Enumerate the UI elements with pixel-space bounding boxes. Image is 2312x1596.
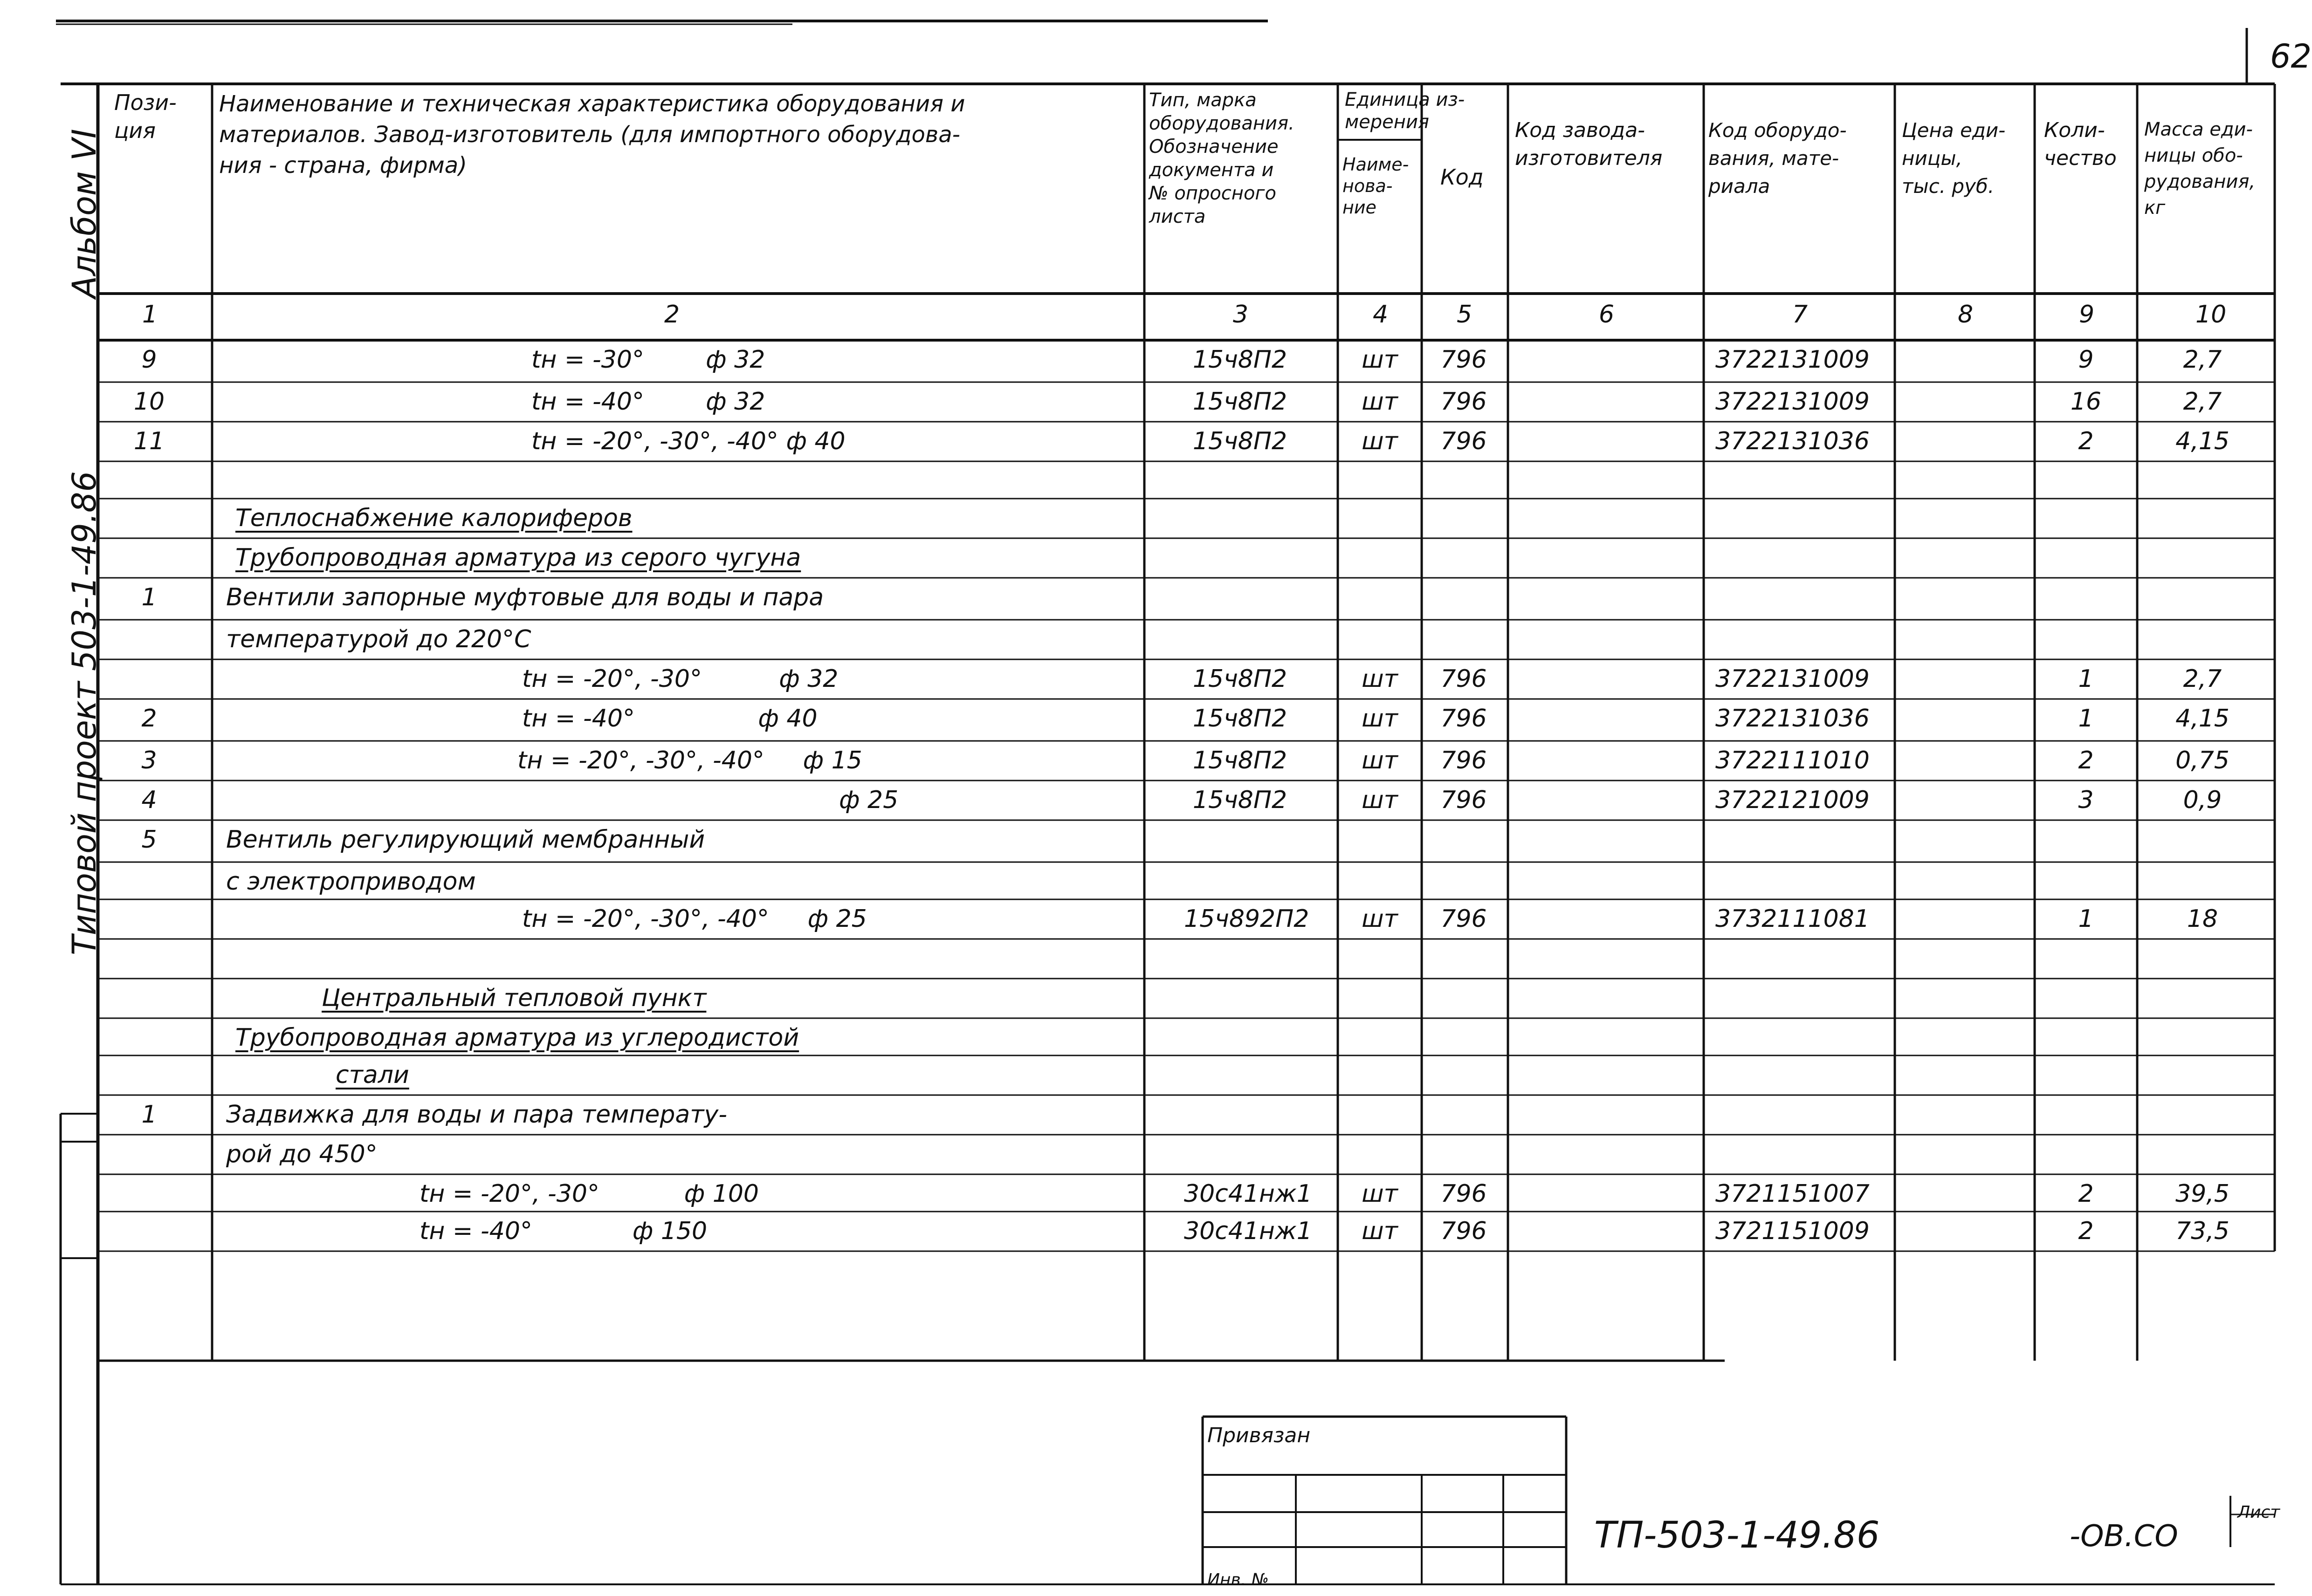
row-mass: 39,5 — [2175, 1180, 2229, 1208]
row-equip: 3722131036 — [1715, 705, 1870, 733]
header-unit: Единица из- мерения — [1345, 89, 1465, 133]
row-mass: 4,15 — [2175, 427, 2229, 455]
row-name: tн = -40° ф 32 — [531, 388, 765, 416]
row-name: ф 25 — [839, 786, 899, 814]
row-name: tн = -40° ф 150 — [420, 1217, 708, 1245]
row-unit: шт — [1362, 905, 1398, 933]
row-name: Теплоснабжение калориферов — [235, 504, 633, 532]
row-pos: 3 — [141, 747, 157, 774]
stamp-privyazan: Привязан — [1207, 1424, 1311, 1447]
row-mass: 0,75 — [2175, 747, 2229, 774]
row-pos: 1 — [141, 583, 157, 611]
row-code: 796 — [1440, 427, 1487, 455]
row-qty: 1 — [2078, 905, 2094, 933]
row-qty: 2 — [2078, 427, 2094, 455]
row-pos: 10 — [133, 388, 165, 416]
header-price: Цена еди- ницы, тыс. руб. — [1902, 119, 2006, 198]
row-equip: 3722111010 — [1715, 747, 1870, 774]
row-name: tн = -40° ф 40 — [522, 705, 818, 733]
page-number: 62 — [2270, 37, 2312, 75]
row-mass: 2,7 — [2183, 388, 2222, 416]
drawing-designation: ТП-503-1-49.86 — [1594, 1514, 1880, 1556]
header-mass: Масса еди- ницы обо- рудования, кг — [2144, 119, 2256, 219]
project-type: Типовой проект — [65, 681, 103, 955]
header-quantity: Коли- чество — [2044, 118, 2117, 170]
row-code: 796 — [1440, 905, 1487, 933]
row-name: tн = -30° ф 32 — [531, 346, 765, 374]
row-type: 15ч8П2 — [1192, 747, 1287, 774]
row-name: Трубопроводная арматура из углеродистой — [235, 1024, 799, 1052]
header-factory-code: Код завода- изготовителя — [1515, 118, 1663, 170]
row-pos: 1 — [141, 1101, 157, 1129]
row-code: 796 — [1440, 388, 1487, 416]
header-unit-name: Наиме- нова- ние — [1342, 154, 1409, 218]
row-pos: 4 — [141, 786, 157, 814]
row-qty: 3 — [2078, 786, 2094, 814]
row-code: 796 — [1440, 665, 1487, 693]
sheet-label: Лист — [2237, 1503, 2280, 1522]
stamp-inv: Инв. № — [1207, 1570, 1269, 1589]
row-equip: 3721151009 — [1715, 1217, 1870, 1245]
row-name: Трубопроводная арматура из серого чугуна — [235, 544, 801, 572]
row-name: Задвижка для воды и пара температу- — [226, 1101, 728, 1129]
column-number: 4 — [1373, 301, 1389, 329]
row-name: температурой до 220°С — [226, 625, 531, 653]
row-type: 15ч8П2 — [1192, 427, 1287, 455]
row-type: 15ч8П2 — [1192, 705, 1287, 733]
row-name: Вентиль регулирующий мембранный — [226, 826, 705, 854]
row-unit: шт — [1362, 747, 1398, 774]
drawing-suffix: -ОВ.СО — [2070, 1519, 2178, 1554]
row-unit: шт — [1362, 665, 1398, 693]
row-type: 30с41нж1 — [1184, 1180, 1312, 1208]
column-number: 6 — [1599, 301, 1615, 329]
row-equip: 3721151007 — [1715, 1180, 1870, 1208]
row-unit: шт — [1362, 427, 1398, 455]
row-name: стали — [336, 1061, 409, 1089]
row-name: tн = -20°, -30°, -40° ф 40 — [531, 427, 846, 455]
header-equipment-code: Код оборудо- вания, мате- риала — [1708, 119, 1847, 198]
row-unit: шт — [1362, 705, 1398, 733]
row-type: 15ч8П2 — [1192, 388, 1287, 416]
row-equip: 3722131009 — [1715, 388, 1870, 416]
row-pos: 11 — [133, 427, 165, 455]
row-code: 796 — [1440, 1217, 1487, 1245]
column-number: 10 — [2195, 301, 2227, 329]
row-name: tн = -20°, -30°, -40° ф 15 — [517, 747, 862, 774]
row-mass: 18 — [2187, 905, 2218, 933]
row-name: tн = -20°, -30°, -40° ф 25 — [522, 905, 867, 933]
row-qty: 2 — [2078, 1217, 2094, 1245]
row-mass: 2,7 — [2183, 346, 2222, 374]
row-code: 796 — [1440, 747, 1487, 774]
row-pos: 9 — [141, 346, 157, 374]
row-qty: 16 — [2070, 388, 2102, 416]
row-equip: 3722121009 — [1715, 786, 1870, 814]
row-name: tн = -20°, -30° ф 100 — [420, 1180, 759, 1208]
album-label: Альбом VI — [65, 129, 103, 298]
row-unit: шт — [1362, 1180, 1398, 1208]
row-equip: 3722131009 — [1715, 665, 1870, 693]
row-qty: 9 — [2078, 346, 2094, 374]
row-type: 15ч892П2 — [1184, 905, 1309, 933]
column-number: 5 — [1457, 301, 1473, 329]
column-number: 2 — [664, 301, 680, 329]
header-type: Тип, марка оборудования. Обозначение документа и № опросного листа — [1149, 89, 1294, 227]
row-name: Вентили запорные муфтовые для воды и пара — [226, 583, 824, 611]
header-position: Пози- ция — [114, 90, 177, 143]
row-equip: 3722131036 — [1715, 427, 1870, 455]
header-unit-code: Код — [1440, 164, 1484, 190]
row-equip: 3732111081 — [1715, 905, 1870, 933]
project-number: 503-1-49.86 — [65, 471, 103, 671]
row-type: 15ч8П2 — [1192, 665, 1287, 693]
column-number: 9 — [2079, 301, 2095, 329]
row-code: 796 — [1440, 786, 1487, 814]
row-pos: 5 — [141, 826, 157, 854]
row-name: tн = -20°, -30° ф 32 — [522, 665, 839, 693]
row-mass: 2,7 — [2183, 665, 2222, 693]
row-code: 796 — [1440, 346, 1487, 374]
row-mass: 0,9 — [2183, 786, 2222, 814]
header-name: Наименование и техническая характеристика оборудования и материалов. Завод-изготовитель (для импортного оборудова- ния - страна, фирма) — [219, 91, 965, 178]
row-unit: шт — [1362, 786, 1398, 814]
row-unit: шт — [1362, 346, 1398, 374]
row-qty: 2 — [2078, 747, 2094, 774]
column-number: 8 — [1958, 301, 1974, 329]
row-code: 796 — [1440, 1180, 1487, 1208]
row-type: 15ч8П2 — [1192, 346, 1287, 374]
row-name: с электроприводом — [226, 868, 476, 896]
row-qty: 1 — [2078, 705, 2094, 733]
row-equip: 3722131009 — [1715, 346, 1870, 374]
row-unit: шт — [1362, 388, 1398, 416]
row-pos: 2 — [141, 705, 157, 733]
column-number: 7 — [1792, 301, 1808, 329]
row-code: 796 — [1440, 705, 1487, 733]
column-number: 1 — [142, 301, 158, 329]
row-type: 15ч8П2 — [1192, 786, 1287, 814]
row-qty: 2 — [2078, 1180, 2094, 1208]
row-type: 30с41нж1 — [1184, 1217, 1312, 1245]
row-qty: 1 — [2078, 665, 2094, 693]
row-name: рой до 450° — [226, 1140, 378, 1168]
row-mass: 4,15 — [2175, 705, 2229, 733]
row-mass: 73,5 — [2175, 1217, 2229, 1245]
column-number: 3 — [1233, 301, 1249, 329]
row-name: Центральный тепловой пункт — [322, 984, 707, 1012]
row-unit: шт — [1362, 1217, 1398, 1245]
